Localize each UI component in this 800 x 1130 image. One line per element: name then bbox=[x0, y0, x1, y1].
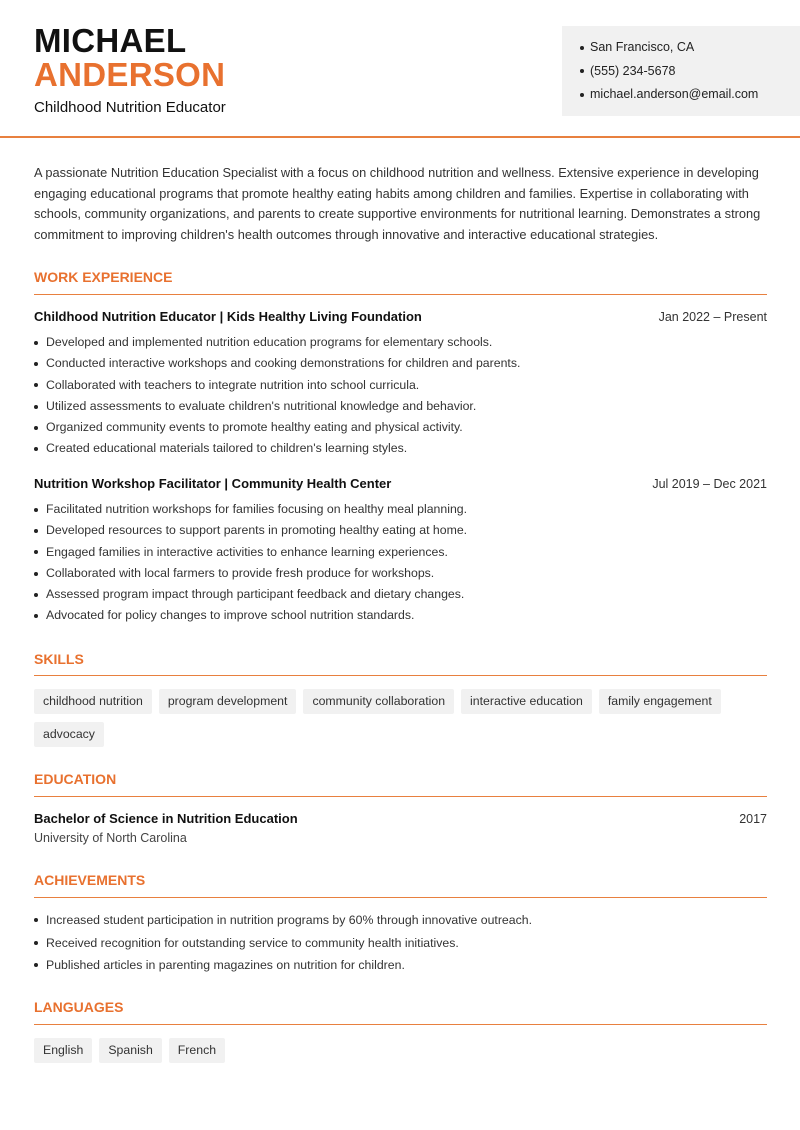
profile-summary: A passionate Nutrition Education Specialist with a focus on childhood nutrition and wellness. Extensive experience in developing engaging educational programs that promote healthy eating habits among children and families. Expertise in collaborating with schools, community organizations, and parents to create supportive environments for nutritional learning. Demonstrates a strong commitment to improving children's health outcomes through innovative and interactive educational strategies. bbox=[34, 165, 761, 242]
bullet-icon bbox=[34, 593, 38, 597]
bullet-icon bbox=[580, 46, 584, 50]
list-item bbox=[34, 499, 767, 520]
job-title: Childhood Nutrition Educator bbox=[34, 99, 226, 116]
bullet-text: Developed and implemented nutrition education programs for elementary schools. bbox=[46, 335, 493, 349]
section-title-skills: SKILLS bbox=[34, 651, 84, 667]
bullet-text: Facilitated nutrition workshops for families focusing on healthy meal planning. bbox=[46, 502, 468, 516]
section-title-languages: LANGUAGES bbox=[34, 999, 124, 1015]
job-dates: Jan 2022 – Present bbox=[658, 310, 767, 324]
bullet-icon bbox=[580, 93, 584, 97]
section-divider bbox=[34, 897, 767, 898]
list-item bbox=[34, 932, 767, 955]
contact-box bbox=[562, 26, 800, 116]
list-item bbox=[34, 605, 767, 626]
last-name: ANDERSON bbox=[34, 56, 226, 93]
bullet-text: Engaged families in interactive activities to enhance learning experiences. bbox=[46, 544, 448, 559]
bullet-icon bbox=[34, 508, 38, 512]
bullet-text: Received recognition for outstanding service to community health initiatives. bbox=[46, 935, 459, 950]
skill-tag: advocacy bbox=[34, 722, 104, 747]
bullet-icon bbox=[580, 69, 584, 73]
bullet-text: Collaborated with local farmers to provide fresh produce for workshops. bbox=[46, 565, 435, 580]
phone-text: (555) 234-5678 bbox=[590, 63, 676, 78]
contact-phone bbox=[580, 60, 800, 84]
bullet-text: Organized community events to promote healthy eating and physical activity. bbox=[46, 420, 463, 435]
skills-list bbox=[34, 689, 774, 747]
bullet-text: Conducted interactive workshops and cooking demonstrations for children and parents. bbox=[46, 356, 521, 371]
bullet-icon bbox=[34, 405, 38, 409]
job-heading bbox=[34, 309, 767, 324]
list-item bbox=[34, 438, 767, 459]
location-text: San Francisco, CA bbox=[590, 40, 695, 54]
section-divider bbox=[34, 294, 767, 295]
contact-email bbox=[580, 83, 800, 107]
bullet-text: Created educational materials tailored to children's learning styles. bbox=[46, 441, 408, 456]
language-tag: French bbox=[169, 1038, 225, 1063]
section-divider bbox=[34, 796, 767, 797]
list-item bbox=[34, 909, 767, 932]
bullet-text: Collaborated with teachers to integrate nutrition into school curricula. bbox=[46, 377, 420, 392]
list-item bbox=[34, 417, 767, 438]
bullet-text: Assessed program impact through participant feedback and dietary changes. bbox=[46, 587, 465, 602]
bullet-icon bbox=[34, 447, 38, 451]
job-bullets bbox=[34, 332, 767, 460]
section-title-achievements: ACHIEVEMENTS bbox=[34, 872, 146, 888]
bullet-icon bbox=[34, 529, 38, 533]
language-tag: English bbox=[34, 1038, 92, 1063]
education-heading bbox=[34, 811, 767, 826]
bullet-icon bbox=[34, 426, 38, 430]
bullet-text: Advocated for policy changes to improve school nutrition standards. bbox=[46, 608, 415, 623]
skill-tag: childhood nutrition bbox=[34, 689, 152, 714]
language-tag: Spanish bbox=[99, 1038, 161, 1063]
section-title-work: WORK EXPERIENCE bbox=[34, 269, 173, 285]
first-name: MICHAEL bbox=[34, 22, 187, 59]
job-role: Nutrition Workshop Facilitator | Community Health Center bbox=[34, 476, 392, 491]
bullet-text: Published articles in parenting magazines on nutrition for children. bbox=[46, 958, 405, 972]
list-item bbox=[34, 353, 767, 374]
list-item bbox=[34, 563, 767, 584]
skill-tag: community collaboration bbox=[303, 689, 454, 714]
list-item bbox=[34, 332, 767, 353]
email-text[interactable]: michael.anderson@email.com bbox=[590, 87, 759, 101]
contact-location bbox=[580, 36, 800, 60]
bullet-icon bbox=[34, 918, 38, 922]
skill-tag: interactive education bbox=[461, 689, 592, 714]
resume-header bbox=[0, 0, 800, 138]
bullet-icon bbox=[34, 362, 38, 366]
bullet-icon bbox=[34, 963, 38, 967]
list-item bbox=[34, 375, 767, 396]
achievement-bullets bbox=[34, 909, 767, 977]
job-heading bbox=[34, 476, 767, 491]
list-item bbox=[34, 396, 767, 417]
section-divider bbox=[34, 675, 767, 676]
degree: Bachelor of Science in Nutrition Education bbox=[34, 811, 298, 826]
list-item bbox=[34, 584, 767, 605]
bullet-icon bbox=[34, 341, 38, 345]
bullet-text: Developed resources to support parents in promoting healthy eating at home. bbox=[46, 523, 468, 538]
section-divider bbox=[34, 1024, 767, 1025]
section-title-education: EDUCATION bbox=[34, 771, 117, 787]
bullet-text: Increased student participation in nutrition programs by 60% through innovative outreach. bbox=[46, 913, 533, 927]
list-item bbox=[34, 542, 767, 563]
school-name: University of North Carolina bbox=[34, 831, 187, 845]
bullet-icon bbox=[34, 572, 38, 576]
job-dates: Jul 2019 – Dec 2021 bbox=[652, 477, 767, 491]
list-item bbox=[34, 520, 767, 541]
bullet-text: Utilized assessments to evaluate children's nutritional knowledge and behavior. bbox=[46, 398, 477, 413]
bullet-icon bbox=[34, 383, 38, 387]
bullet-icon bbox=[34, 614, 38, 618]
bullet-icon bbox=[34, 550, 38, 554]
languages-list bbox=[34, 1038, 774, 1063]
skill-tag: program development bbox=[159, 689, 297, 714]
job-role: Childhood Nutrition Educator | Kids Healthy Living Foundation bbox=[34, 309, 422, 324]
graduation-year: 2017 bbox=[739, 812, 767, 826]
job-bullets bbox=[34, 499, 767, 627]
skill-tag: family engagement bbox=[599, 689, 721, 714]
bullet-icon bbox=[34, 941, 38, 945]
list-item bbox=[34, 954, 767, 977]
